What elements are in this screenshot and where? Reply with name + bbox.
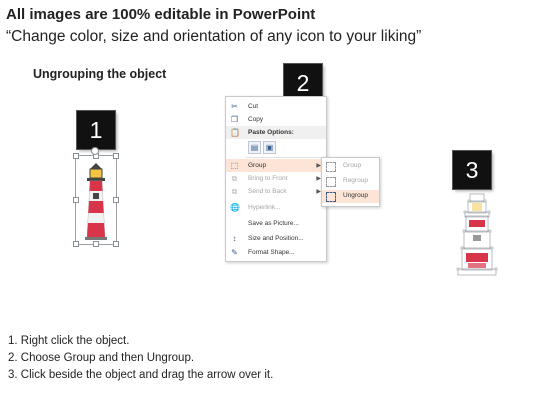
submenu-item-regroup[interactable]: Regroup (322, 175, 379, 188)
ungrouped-lighthouse[interactable] (452, 193, 502, 278)
resize-handle[interactable] (113, 241, 119, 247)
instruction-item: 3. Click beside the object and drag the arrow over it. (8, 369, 274, 381)
submenu-item-group[interactable]: Group (322, 160, 379, 173)
size-icon: ↕ (232, 234, 237, 243)
submenu-arrow-icon: ▶ (316, 176, 321, 182)
context-menu (225, 96, 327, 262)
menu-item-paste-options: 📋 Paste Options: (226, 126, 326, 139)
hyperlink-icon: 🌐 (230, 203, 240, 212)
format-shape-icon: ✎ (231, 248, 238, 257)
paste-option-keep-formatting-icon[interactable]: ▤ (248, 141, 261, 154)
bring-front-icon: ⧉ (231, 174, 238, 183)
resize-handle[interactable] (113, 153, 119, 159)
resize-handle[interactable] (113, 197, 119, 203)
menu-item-cut[interactable]: ✂ Cut (231, 102, 259, 111)
menu-item-copy[interactable]: ❐ Copy (230, 115, 264, 124)
menu-item-format-shape[interactable]: ✎ Format Shape... (231, 248, 295, 257)
menu-item-group[interactable]: ⬚ Group ▶ (226, 159, 326, 172)
instructions-list (8, 333, 273, 384)
submenu-arrow-icon: ▶ (316, 163, 321, 169)
headline: All images are 100% editable in PowerPoint (6, 6, 316, 23)
copy-icon: ❐ (230, 115, 239, 124)
submenu-arrow-icon: ▶ (316, 189, 321, 195)
submenu-item-ungroup[interactable]: Ungroup (322, 190, 379, 203)
group-icon: ⬚ (230, 161, 239, 170)
step-badge-1: 1 (77, 111, 115, 149)
menu-item-size-and-position[interactable]: ↕ Size and Position... (226, 232, 326, 245)
menu-item-bring-to-front[interactable]: ⧉ Bring to Front ▶ (231, 174, 321, 183)
instruction-item: 1. Right click the object. (8, 335, 130, 347)
menu-item-save-as-picture[interactable]: Save as Picture... (248, 220, 299, 227)
step-badge-3: 3 (453, 151, 491, 189)
ungroup-icon (326, 192, 336, 202)
group-submenu (321, 157, 380, 207)
scissors-icon: ✂ (231, 102, 238, 111)
send-back-icon: ⧉ (231, 187, 238, 196)
resize-handle[interactable] (73, 241, 79, 247)
rotate-handle[interactable] (91, 147, 99, 155)
resize-handle[interactable] (73, 153, 79, 159)
regroup-icon (326, 177, 336, 187)
paste-icon: 📋 (230, 128, 240, 137)
step-badge-2: 2 (284, 64, 322, 102)
resize-handle[interactable] (93, 241, 99, 247)
group-icon (326, 162, 336, 172)
instruction-item: 2. Choose Group and then Ungroup. (8, 352, 195, 364)
menu-item-hyperlink[interactable]: 🌐 Hyperlink... (230, 203, 281, 212)
section-title: Ungrouping the object (33, 67, 167, 81)
menu-separator (246, 157, 324, 158)
lighthouse-icon (79, 161, 113, 241)
subline: “Change color, size and orientation of any icon to your liking” (6, 28, 422, 45)
selected-lighthouse[interactable] (75, 155, 117, 245)
paste-option-picture-icon[interactable]: ▣ (263, 141, 276, 154)
menu-item-send-to-back[interactable]: ⧉ Send to Back ▶ (231, 187, 321, 196)
